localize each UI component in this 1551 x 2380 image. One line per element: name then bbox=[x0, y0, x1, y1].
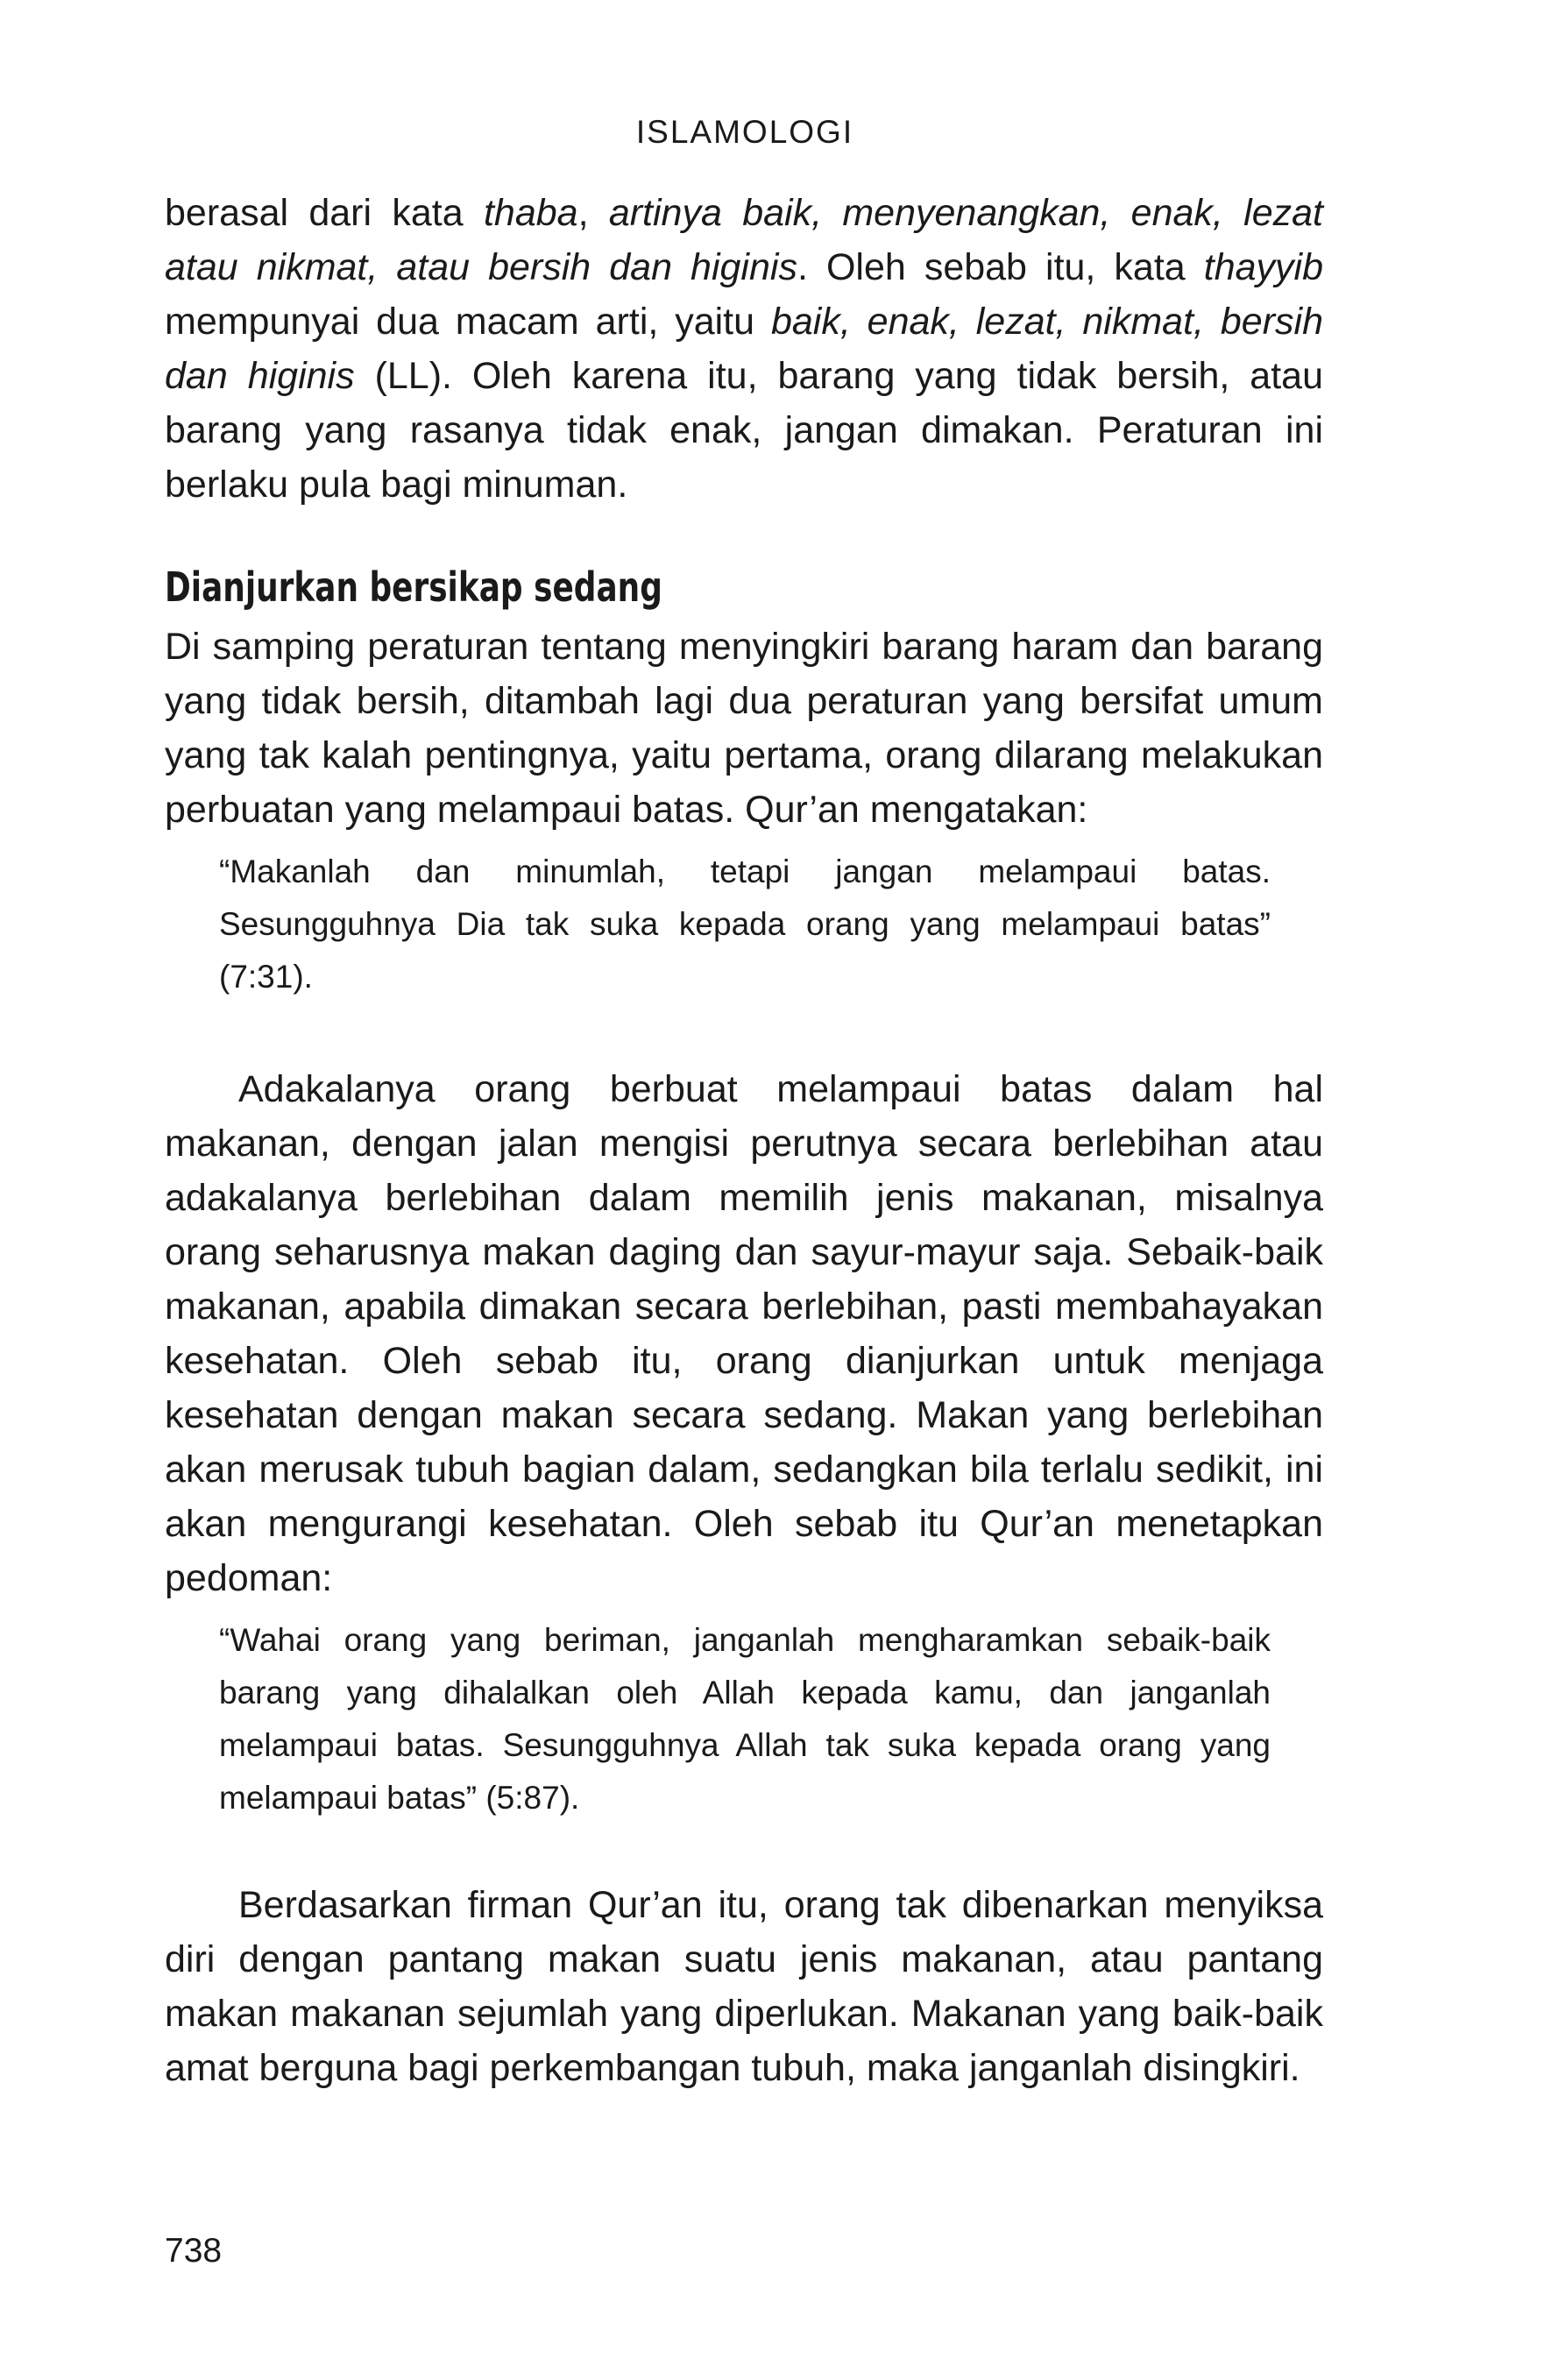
p1-text-3: . Oleh sebab itu, kata bbox=[797, 246, 1204, 288]
p1-text-5: (LL). Oleh karena itu, barang yang tidak bersih, atau barang yang rasanya tidak enak, jangan dimakan. Peraturan ini berlaku pula bagi minuman. bbox=[165, 355, 1324, 506]
p1-text-1: berasal dari kata bbox=[165, 192, 484, 234]
page-number: 738 bbox=[165, 2232, 223, 2270]
paragraph-conclusion: Berdasarkan firman Qur’an itu, orang tak dibenarkan menyiksa diri dengan pantang makan suatu jenis makanan, atau pantang makan makanan sejumlah yang diperlukan. Makanan yang baik-baik amat berguna bagi perkembangan tubuh, maka janganlah disingkiri. bbox=[165, 1884, 1323, 2089]
section-heading: Dianjurkan bersikap sedang bbox=[165, 563, 662, 611]
p1-italic-two-meanings: baik, enak, lezat, nikmat, bersih dan higinis bbox=[165, 301, 1323, 397]
paragraph-excess-eating: Adakalanya orang berbuat melampaui batas dalam hal makanan, dengan jalan mengisi perutnya secara berlebihan atau adakalanya berlebihan dalam memilih jenis makanan, misalnya orang seharusnya makan daging dan sayur-mayur saja. Sebaik-baik makanan, apabila dimakan secara berlebihan, pasti membahayakan kesehatan. Oleh sebab itu, orang dianjurkan untuk menjaga kesehatan dengan makan secara sedang. Makan yang berlebihan akan merusak tubuh bagian dalam, sedangkan bila terlalu sedikit, ini akan mengurangi kesehatan. Oleh sebab itu Qur’an menetapkan pedoman: bbox=[165, 1068, 1323, 1599]
running-header: ISLAMOLOGI bbox=[635, 114, 854, 150]
p1-text-2: , bbox=[577, 192, 609, 234]
paragraph-thayyib-meaning bbox=[165, 186, 1323, 512]
p1-italic-meanings: artinya baik, menyenangkan, enak, lezat atau nikmat, atau bersih dan higinis bbox=[165, 192, 1323, 288]
quran-quote-7-31: “Makanlah dan minumlah, tetapi jangan melampaui batas. Sesungguhnya Dia tak suka kepada orang yang melampaui batas” (7:31). bbox=[219, 854, 1271, 995]
p1-text-4: mempunyai dua macam arti, yaitu bbox=[165, 301, 771, 343]
quran-quote-5-87: “Wahai orang yang beriman, janganlah mengharamkan sebaik-baik barang yang dihalalkan oleh Allah kepada kamu, dan janganlah melampaui batas. Sesungguhnya Allah tak suka kepada orang yang melampaui batas” (5:87). bbox=[219, 1622, 1271, 1816]
p1-italic-thaba: thaba bbox=[483, 192, 578, 234]
paragraph-moderation-rule: Di samping peraturan tentang menyingkiri barang haram dan barang yang tidak bersih, ditambah lagi dua peraturan yang bersifat umum yang tak kalah pentingnya, yaitu pertama, orang dilarang melakukan perbuatan yang melampaui batas. Qur’an mengatakan: bbox=[165, 626, 1323, 831]
p1-italic-thayyib: thayyib bbox=[1203, 246, 1323, 288]
